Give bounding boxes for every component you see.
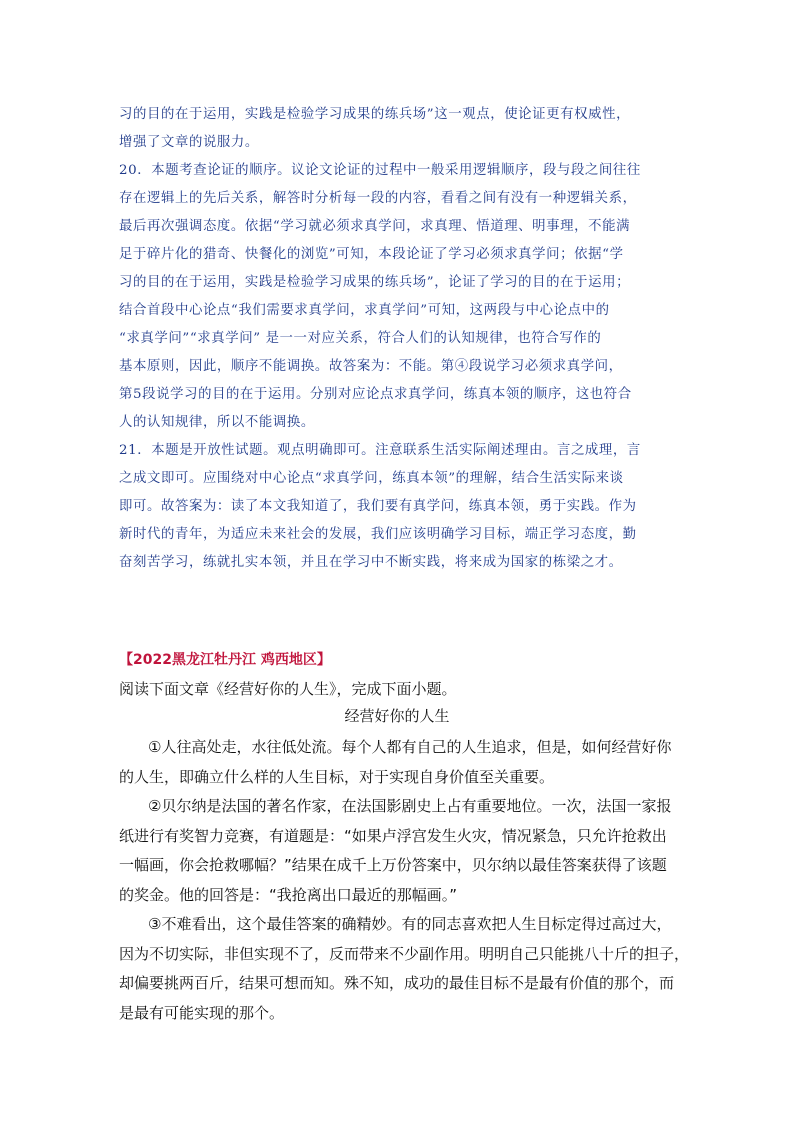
answer-explanations (119, 101, 684, 577)
answer-line: 基本原则，因此，顺序不能调换。故答案为：不能。第④段说学习必须求真学问， (119, 359, 623, 374)
essay-line: 是最有可能实现的那个。 (119, 1003, 285, 1022)
essay-line: ②贝尔纳是法国的著名作家，在法国影剧史上占有重要地位。一次，法国一家报 (148, 797, 672, 815)
essay-title: 经营好你的人生 (344, 707, 450, 725)
answer-line: 结合首段中心论点“我们需要求真学问，求真学问”可知，这两段与中心论点中的 (119, 303, 610, 318)
essay-line: 却偏要挑两百斤，结果可想而知。殊不知，成功的最佳目标不是最有价值的那个，而 (119, 974, 675, 992)
answer-line: “求真学问”“求真学问” 是一一对应关系，符合人们的认知规律，也符合写作的 (119, 331, 602, 346)
essay-line: 的人生，即确立什么样的人生目标，对于实现自身价值至关重要。 (119, 767, 555, 786)
essay-line: 的奖金。他的回答是：“我抢离出口最近的那幅画。” (119, 885, 458, 904)
question-intro: 阅读下面文章《经营好你的人生》，完成下面小题。 (119, 680, 457, 698)
answer-line: 习的目的在于运用，实践是检验学习成果的练兵场”这一观点，使论证更有权威性， (119, 107, 631, 122)
answer-line: 新时代的青年，为适应未来社会的发展，我们应该明确学习目标，端正学习态度，勤 (119, 527, 637, 542)
essay-line: 因为不切实际，非但实现不了，反而带来不少副作用。明明自己只能挑八十斤的担子， (119, 944, 690, 963)
essay-line: ③不难看出，这个最佳答案的确精妙。有的同志喜欢把人生目标定得过高过大， (148, 915, 672, 933)
answer-line: 存在逻辑上的先后关系，解答时分析每一段的内容，看看之间有没有一种逻辑关系， (119, 191, 637, 206)
answer-line: 奋刻苦学习，练就扎实本领，并且在学习中不断实践，将来成为国家的栋梁之才。 (119, 555, 623, 570)
answer-line: 之成文即可。应围绕对中心论点“求真学问，练真本领”的理解，结合生活实际来谈 (119, 471, 624, 486)
question-source-tag: 【2022黑龙江牡丹江 鸡西地区】 (119, 652, 331, 668)
answer-line: 第5段说学习的目的在于运用。分别对应论点求真学问，练真本领的顺序，这也符合 (119, 387, 632, 402)
essay-line: ①人往高处走，水往低处流。每个人都有自己的人生追求，但是，如何经营好你 (148, 738, 672, 756)
answer-line: 增强了文章的说服力。 (119, 135, 259, 150)
essay-line: 纸进行有奖智力竞赛，有道题是：“如果卢浮宫发生火灾，情况紧急，只允许抢救出 (119, 826, 667, 845)
answer-line: 20．本题考查论证的顺序。议论文论证的过程中一般采用逻辑顺序，段与段之间往往 (119, 163, 641, 178)
answer-line: 21．本题是开放性试题。观点明确即可。注意联系生活实际阐述理由。言之成理，言 (119, 443, 641, 458)
essay-body (119, 733, 690, 1028)
answer-line: 人的认知规律，所以不能调换。 (119, 415, 315, 430)
answer-line: 即可。故答案为：读了本文我知道了，我们要有真学问，练真本领，勇于实践。作为 (119, 499, 637, 514)
answer-line: 最后再次强调态度。依据“学习就必须求真学问，求真理、悟道理、明事理，不能满 (119, 219, 631, 234)
essay-line: 一幅画，你会抢救哪幅？”结果在成千上万份答案中，贝尔纳以最佳答案获得了该题 (119, 856, 667, 874)
answer-line: 足于碎片化的猎奇、快餐化的浏览”可知，本段论证了学习必须求真学问；依据“学 (119, 247, 624, 262)
answer-line: 习的目的在于运用，实践是检验学习成果的练兵场”，论证了学习的目的在于运用； (119, 275, 631, 290)
